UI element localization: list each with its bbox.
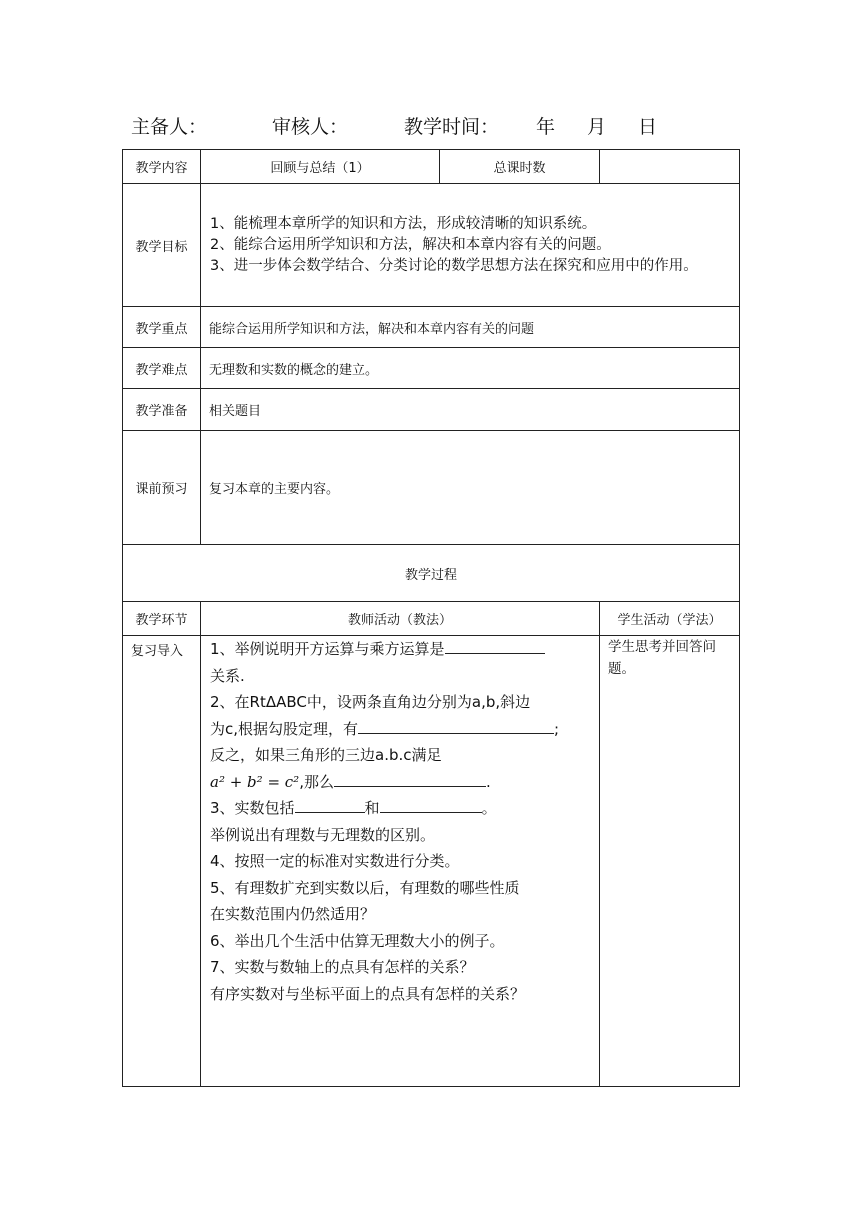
question-line: 反之，如果三角形的三边a.b.c满足 [210,746,442,764]
month-label: 月 [587,116,607,138]
question-line: 3、实数包括 和 。 [210,795,599,822]
question-line: 为c,根据勾股定理，有 ; [210,716,599,743]
keypoints-label: 教学重点 [123,307,201,348]
question-line: 举例说出有理数与无理数的区别。 [210,825,436,844]
preparation-label: 教学准备 [123,389,201,431]
year-label: 年 [536,116,556,138]
total-hours-value [600,150,740,184]
review-intro-row [123,636,740,1087]
teacher-activity-header: 教师活动（教法） [201,602,600,636]
pythagorean-formula: a² + b² = c² [210,772,300,791]
objective-item: 3、进一步体会数学结合、分类讨论的数学思想方法在探究和应用中的作用。 [210,257,698,274]
process-header-row [123,602,740,636]
process-title: 教学过程 [123,545,740,602]
question-line: 5、有理数扩充到实数以后，有理数的哪些性质 [210,878,520,897]
stage-value: 复习导入 [123,636,201,1087]
preview-row [123,431,740,545]
question-line: 1、举例说明开方运算与乘方运算是 [210,636,599,663]
preview-value: 复习本章的主要内容。 [201,431,740,545]
difficulty-label: 教学难点 [123,348,201,389]
difficulty-row [123,348,740,389]
objectives-row [123,184,740,307]
day-label: 日 [638,116,658,138]
total-hours-label: 总课时数 [440,150,600,184]
keypoints-value: 能综合运用所学知识和方法，解决和本章内容有关的问题 [201,307,740,348]
question-line: 4、按照一定的标准对实数进行分类。 [210,852,460,870]
preparation-row [123,389,740,431]
teaching-time-label: 教学时间： [404,116,500,138]
question-line: 有序实数对与坐标平面上的点具有怎样的关系？ [210,984,526,1003]
answer-blank [380,796,482,813]
content-label: 教学内容 [123,150,201,184]
preview-label: 课前预习 [123,431,201,545]
question-line: 关系. [210,666,245,685]
question-line: 7、实数与数轴上的点具有怎样的关系？ [210,958,475,976]
question-line: 2、在RtΔABC中，设两条直角边分别为a,b,斜边 [210,693,531,711]
question-line: 6、举出几个生活中估算无理数大小的例子。 [210,931,505,950]
difficulty-value: 无理数和实数的概念的建立。 [201,348,740,389]
lesson-plan-table [122,149,740,1087]
answer-blank [334,770,486,787]
objective-item: 1、能梳理本章所学的知识和方法，形成较清晰的知识系统。 [210,215,597,232]
objectives-list [201,184,740,307]
objective-item: 2、能综合运用所学知识和方法，解决和本章内容有关的问题。 [210,236,611,253]
answer-blank [358,717,554,734]
preparer-label: 主备人： [131,116,208,138]
question-line: a² + b² = c²,那么 . [210,769,599,796]
content-row [123,150,740,184]
stage-header: 教学环节 [123,602,201,636]
keypoints-row [123,307,740,348]
objectives-label: 教学目标 [123,184,201,307]
question-line: 在实数范围内仍然适用？ [210,905,376,923]
student-activity-header: 学生活动（学法） [600,602,740,636]
preparation-value: 相关题目 [201,389,740,431]
student-activity-value: 学生思考并回答问题。 [600,636,740,1087]
reviewer-label: 审核人： [272,116,349,138]
answer-blank [295,796,365,813]
process-title-row [123,545,740,602]
teacher-activity-content [201,636,600,1087]
document-header [131,112,771,142]
answer-blank [445,637,545,654]
content-value: 回顾与总结（1） [201,150,440,184]
